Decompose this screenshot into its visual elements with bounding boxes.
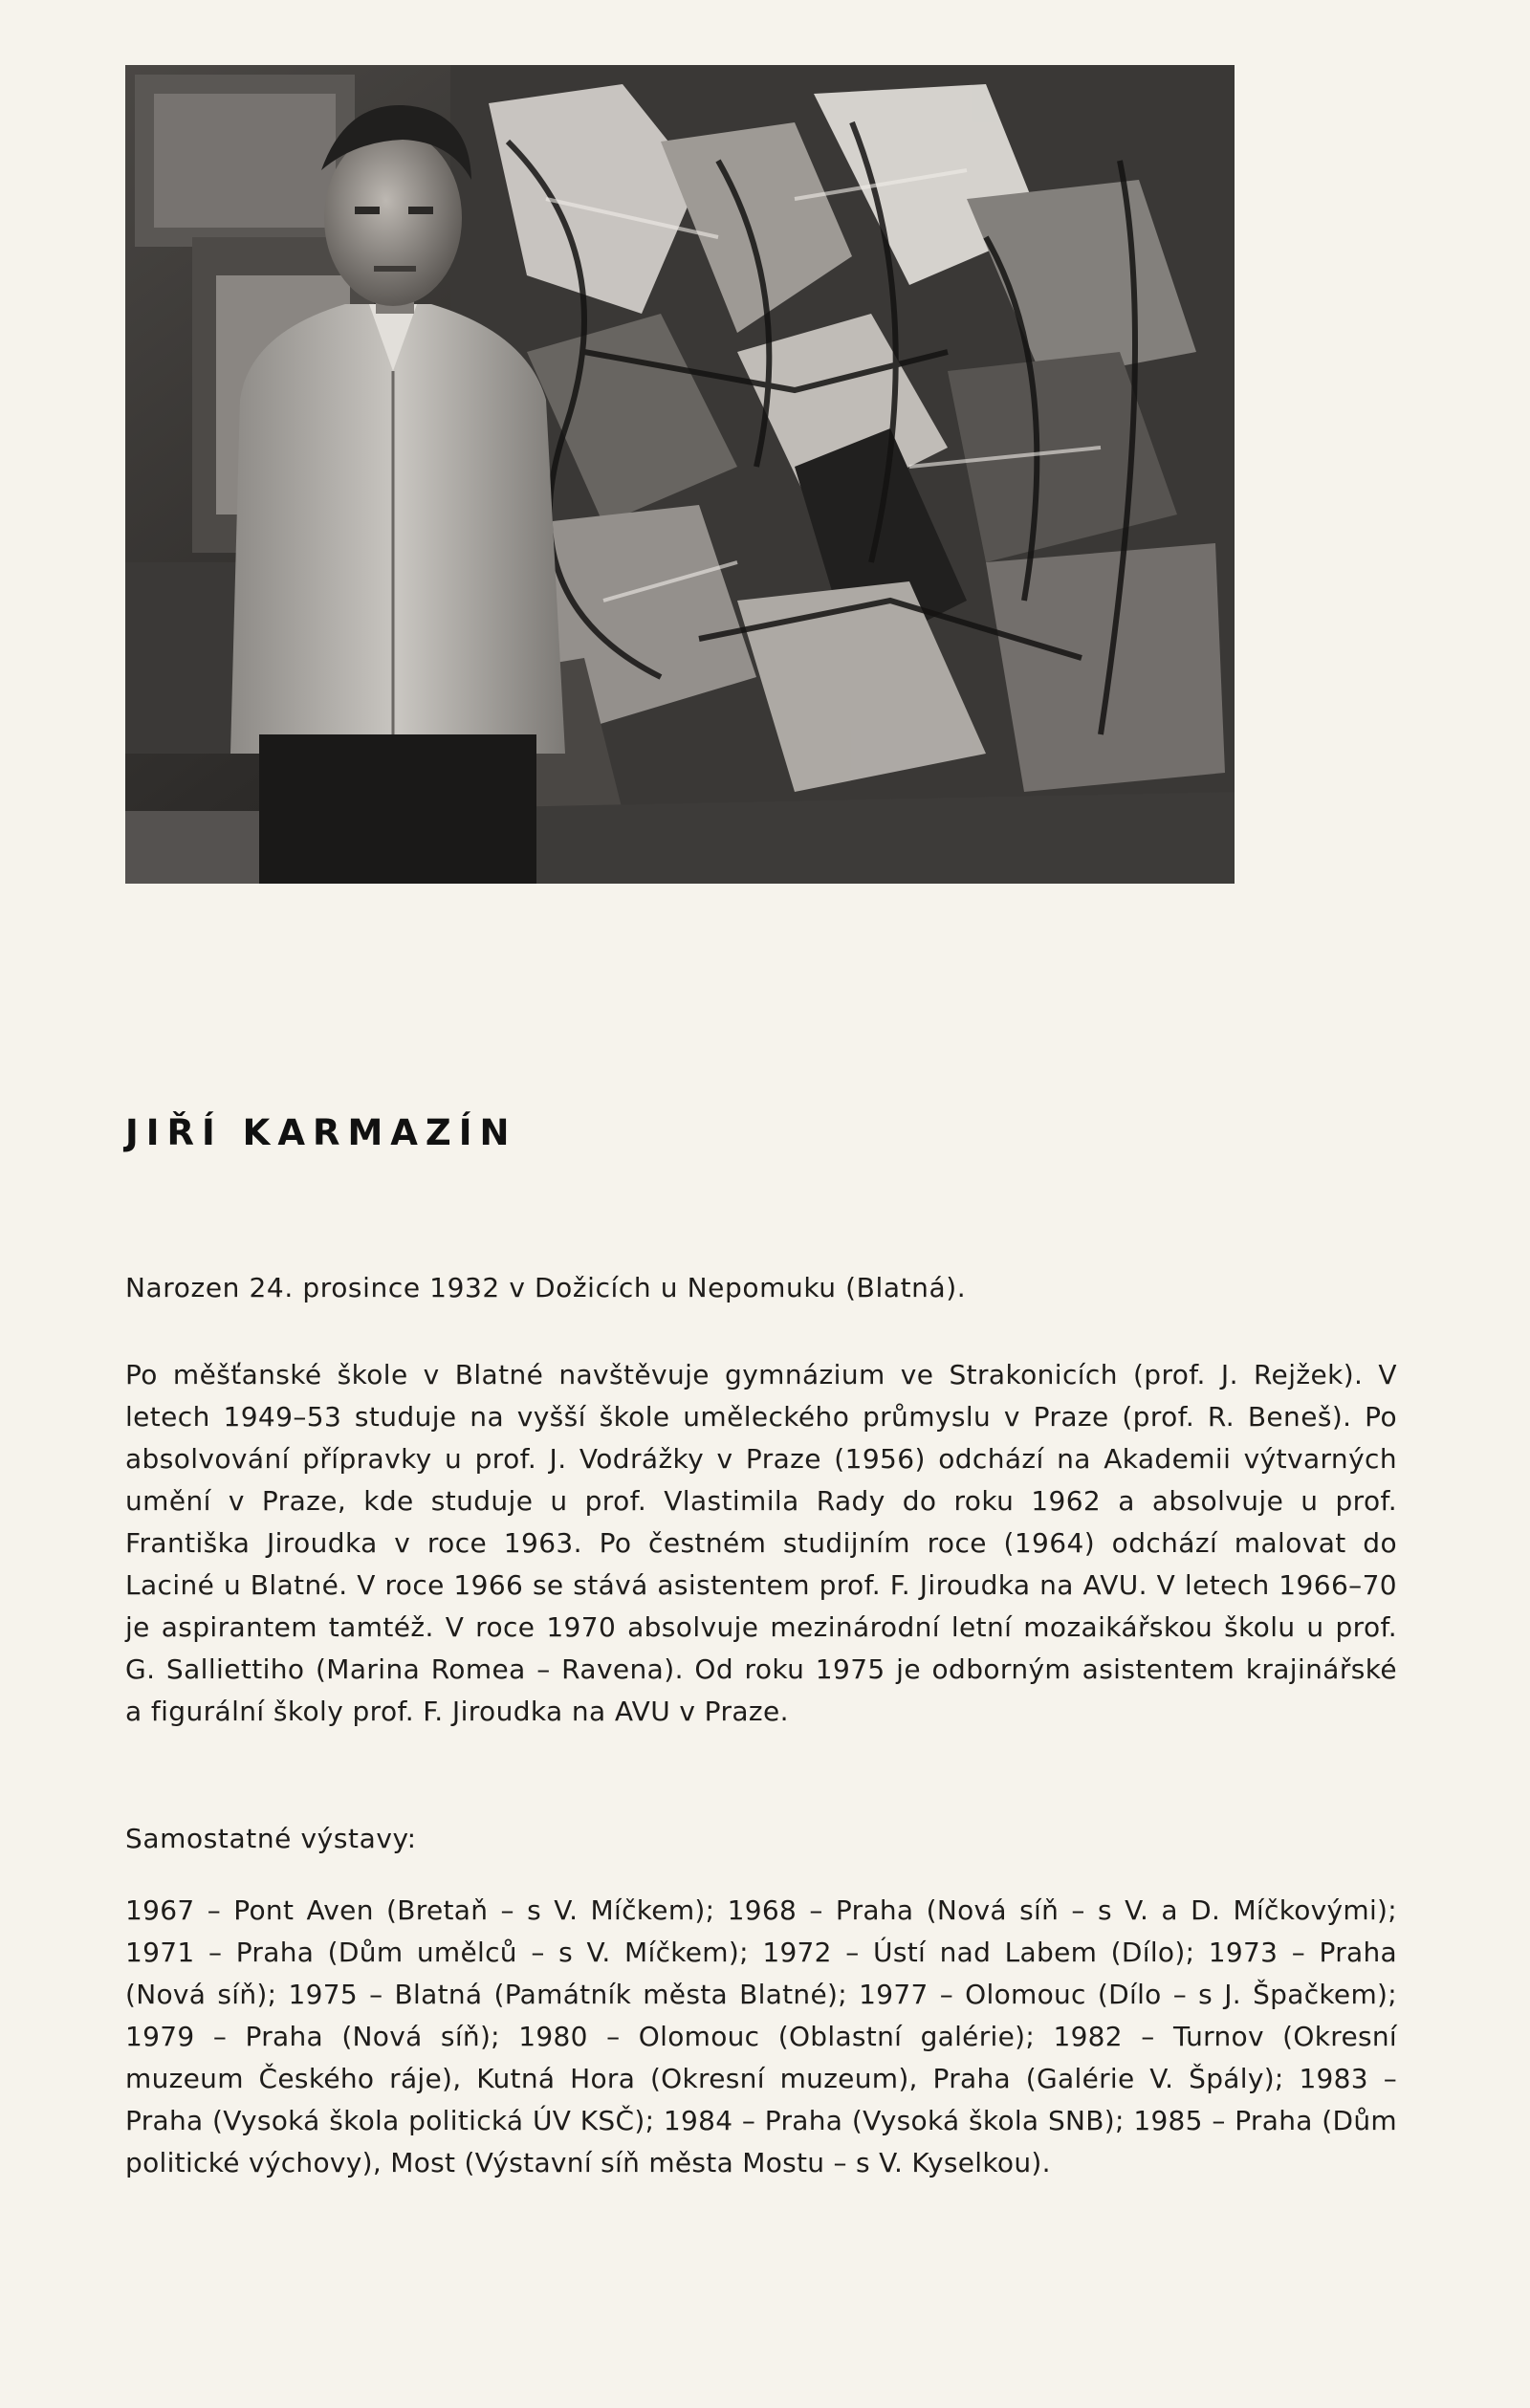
exhibitions-list: 1967 – Pont Aven (Bretaň – s V. Míčkem); 1968 – Praha (Nová síň – s V. a D. Míčkovými); 1971 – Praha (Dům umělců – s V. Míčkem); 1972 – Ústí nad Labem (Dílo); 1973 – Praha (Nová síň); 1975 – Blatná (Památník města Blatné); 1977 – Olomouc (Dílo – s J. Špačkem); 1979 – Praha (Nová síň); 1980 – Olomouc (Oblastní galérie); 1982 – Turnov (Okresní muzeum Českého ráje), Kutná Hora (Okresní muzeum), Praha (Galérie V. Špály); 1983 – Praha (Vysoká škola politická ÚV KSČ); 1984 – Praha (Vysoká škola SNB); 1985 – Praha (Dům politické výchovy), Most (Výstavní síň města Mostu – s V. Kyselkou). — [125, 1894, 1397, 2178]
artist-name-heading: JIŘÍ KARMAZÍN — [125, 1112, 517, 1153]
biography-paragraph: Po měšťanské škole v Blatné navštěvuje gymnázium ve Strakonicích (prof. J. Rejžek). V letech 1949–53 studuje na vyšší škole uměleckého průmyslu v Praze (prof. R. Beneš). Po absolvování přípravky u prof. J. Vodrážky v Praze (1956) odchází na Akademii výtvarných umění v Praze, kde studuje u prof. Vlastimila Rady do roku 1962 a absolvuje u prof. Františka Jiroudka v roce 1963. Po čestném studijním roce (1964) odchází malovat do Laciné u Blatné. V roce 1966 se stává asistentem prof. F. Jiroudka na AVU. V letech 1966–70 je aspirantem tamtéž. V roce 1970 absolvuje mezinárodní letní mozaikářskou školu u prof. G. Salliettiho (Marina Romea – Ravena). Od roku 1975 je odborným asistentem krajinářské a figurální školy prof. F. Jiroudka na AVU v Praze. — [125, 1359, 1397, 1727]
exhibitions-heading: Samostatné výstavy: — [125, 1823, 417, 1854]
artist-photo — [125, 65, 1235, 884]
birth-info: Narozen 24. prosince 1932 v Dožicích u Nepomuku (Blatná). — [125, 1272, 967, 1303]
artist-photo-graphic — [125, 65, 1235, 884]
